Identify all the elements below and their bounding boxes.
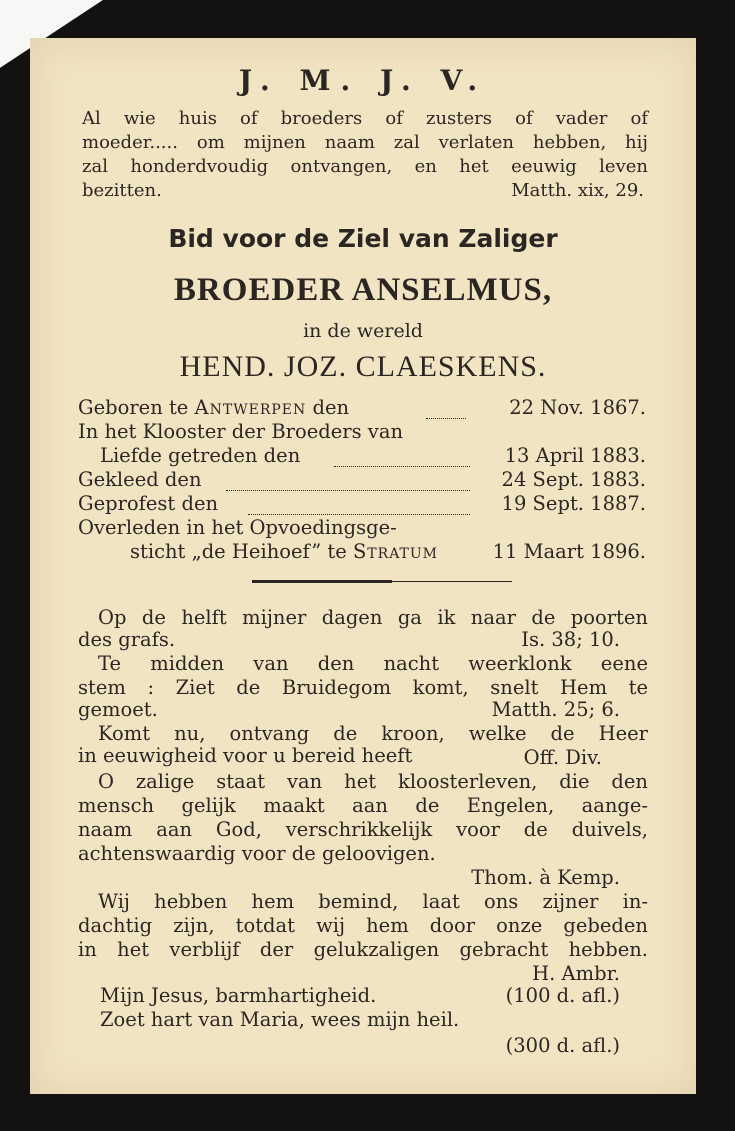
indulgence-note: (100 d. afl.)	[505, 984, 620, 1007]
born-suffix: den	[312, 396, 350, 419]
dotted-leader	[226, 490, 470, 491]
text-line: stem : Ziet de Bruidegom komt, snelt Hem te	[78, 676, 648, 699]
text-line: dachtig zijn, totdat wij hem door onze gebeden	[78, 914, 648, 937]
text-line: naam aan God, verschrikkelijk voor de duivels,	[78, 818, 648, 841]
quote-attribution: H. Ambr.	[532, 962, 620, 985]
professed-date: 19 Sept. 1887.	[501, 492, 646, 515]
entered-line-2: Liefde getreden den	[100, 444, 301, 467]
dotted-leader	[248, 514, 470, 515]
text-line: Komt nu, ontvang de kroon, welke de Heer	[98, 722, 648, 745]
clothed-label: Gekleed den	[78, 468, 202, 491]
text-line: mensch gelijk maakt aan de Engelen, aange-	[78, 794, 648, 817]
died-place: Stratum	[352, 540, 439, 563]
indulgence-note: (300 d. afl.)	[505, 1034, 620, 1057]
civil-name: HEND. JOZ. CLAESKENS.	[179, 350, 547, 383]
text-line: Wij hebben hem bemind, laat ons zijner in-	[98, 890, 648, 913]
text-line: in het verblijf der gelukzaligen gebracht hebben.	[78, 938, 648, 961]
text-line: achtenswaardig voor de geloovigen.	[78, 842, 436, 865]
entered-date: 13 April 1883.	[504, 444, 646, 467]
text-line: O zalige staat van het kloosterleven, die den	[98, 770, 648, 793]
ejaculation-prayer: Zoet hart van Maria, wees mijn heil.	[100, 1008, 460, 1031]
text-line: Op de helft mijner dagen ga ik naar de poorten	[98, 606, 648, 629]
quote-reference: Matth. xix, 29.	[511, 180, 644, 201]
died-place-prefix: sticht „de Heihoef” te	[130, 540, 347, 563]
born-place: Antwerpen	[194, 396, 307, 419]
professed-label: Geprofest den	[78, 492, 219, 515]
deceased-name: BROEDER ANSELMUS,	[173, 272, 553, 308]
quote-line: zal honderdvoudig ontvangen, en het eeuwig leven	[82, 156, 648, 177]
text-line: gemoet.	[78, 698, 158, 721]
quote-line: Al wie huis of broeders of zusters of vader of	[82, 108, 648, 129]
entered-line-1: In het Klooster der Broeders van	[78, 420, 404, 443]
died-line-2	[130, 540, 438, 563]
card-header: J. M. J. V.	[238, 64, 488, 97]
born-label: Geboren te	[78, 396, 189, 419]
scripture-reference: Off. Div.	[523, 746, 602, 769]
prayer-heading: Bid voor de Ziel van Zaliger	[168, 224, 558, 253]
dotted-leader	[426, 418, 466, 419]
quote-line: moeder..... om mijnen naam zal verlaten hebben, hij	[82, 132, 648, 153]
memorial-card	[30, 38, 696, 1094]
clothed-date: 24 Sept. 1883.	[501, 468, 646, 491]
quote-line: bezitten.	[82, 180, 162, 201]
scripture-reference: Is. 38; 10.	[521, 628, 620, 651]
scripture-reference: Matth. 25; 6.	[491, 698, 620, 721]
divider-rule-thin	[392, 581, 512, 582]
text-line: des grafs.	[78, 628, 176, 651]
divider-rule	[252, 580, 392, 583]
dotted-leader	[334, 466, 470, 467]
text-line: Te midden van den nacht weerklonk eene	[98, 652, 648, 675]
died-line-1: Overleden in het Opvoedingsge-	[78, 516, 397, 539]
text-line: in eeuwigheid voor u bereid heeft	[78, 744, 413, 767]
born-date: 22 Nov. 1867.	[509, 396, 646, 419]
born-line	[78, 396, 349, 419]
died-date: 11 Maart 1896.	[492, 540, 646, 563]
in-world-label: in de wereld	[303, 320, 423, 342]
quote-attribution: Thom. à Kemp.	[471, 866, 620, 889]
ejaculation-prayer: Mijn Jesus, barmhartigheid.	[100, 984, 377, 1007]
